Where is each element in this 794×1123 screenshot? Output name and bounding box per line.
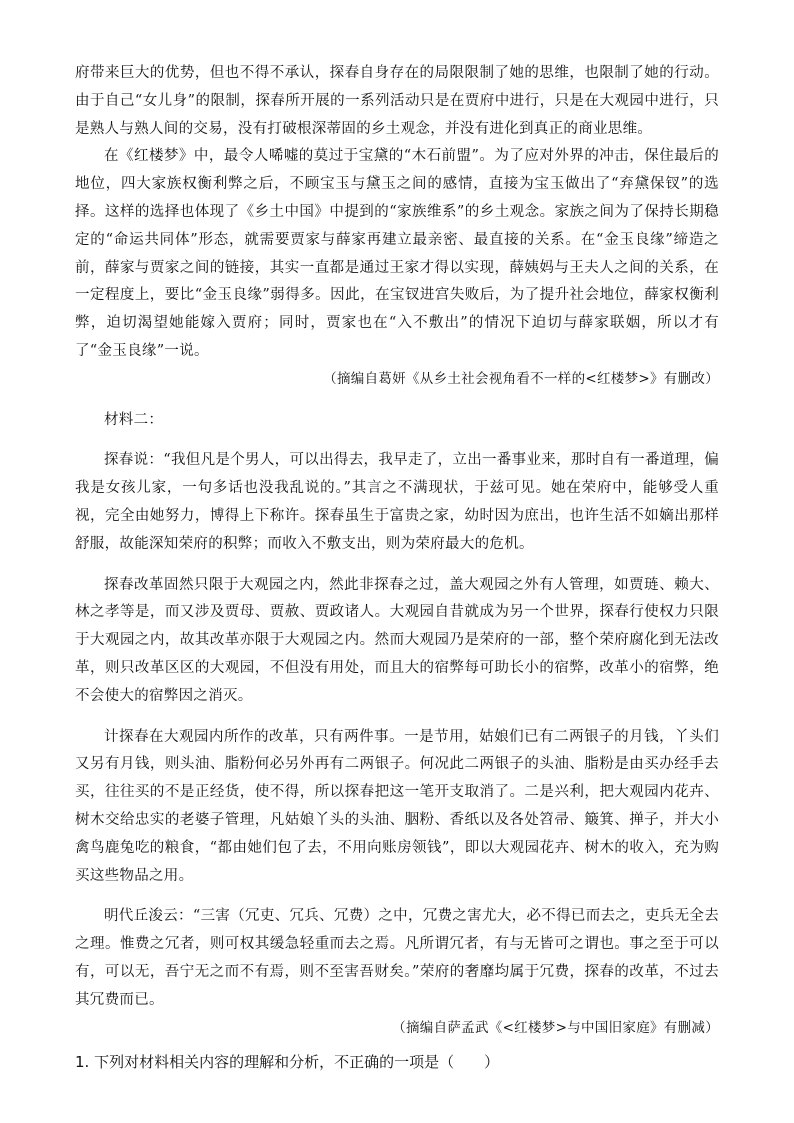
source-citation: （摘编自萨孟武《<红楼梦>与中国旧家庭》有删减）: [392, 1019, 719, 1036]
question-stem: 1. 下列对材料相关内容的理解和分析，不正确的一项是（ ）: [75, 1053, 500, 1072]
document-body: [75, 60, 719, 1076]
paragraph: 探春说：“我但凡是个男人，可以出得去，我早走了，立出一番事业来，那时自有一番道理，偏我是女孩儿家，一句多话也没我乱说的。”其言之不满现状，于兹可见。她在荣府中，能够受人重视，完全由她努力，博得上下称许。探春虽生于富贵之家，幼时因为庶出，也许生活不如嫡出那样舒服，故能深知荣府的积弊；而收入不敷支出，则为荣府最大的危机。: [75, 452, 719, 552]
source-citation: （摘编自葛妍《从乡土社会视角看不一样的<红楼梦>》有删改）: [323, 370, 719, 387]
material-label: 材料二：: [104, 411, 164, 428]
paragraph: 明代丘浚云：“三害（冗吏、冗兵、冗费）之中，冗费之害尤大，必不得已而去之，吏兵无全去之理。惟费之冗者，则可权其缓急轻重而去之焉。凡所谓冗者，有与无皆可之谓也。事之至于可以有，可以无，吾宁无之而不有焉，则不至害吾财矣。”荣府的奢靡均属于冗费，探春的改革，不过去其冗费而已。: [75, 908, 719, 1008]
paragraph: 探春改革固然只限于大观园之内，然此非探春之过，盖大观园之外有人管理，如贾琏、赖大、林之孝等是，而又涉及贾母、贾赦、贾政诸人。大观园自昔就成为另一个世界，探春行使权力只限于大观园之内，故其改革亦限于大观园之内。然而大观园乃是荣府的一部，整个荣府腐化到无法改革，则只改革区区的大观园，不但没有用处，而且大的宿弊每可助长小的宿弊，改革小的宿弊，绝不会使大的宿弊因之消灭。: [75, 576, 719, 704]
paragraph: 在《红楼梦》中，最令人唏嘘的莫过于宝黛的“木石前盟”。为了应对外界的冲击，保住最后的地位，四大家族权衡利弊之后，不顾宝玉与黛玉之间的感情，直接为宝玉做出了“弃黛保钗”的选择。这样的选择也体现了《乡土中国》中提到的“家族维系”的乡土观念。家族之间为了保持长期稳定的“命运共同体”形态，就需要贾家与薛家再建立最亲密、最直接的关系。在“金玉良缘”缔造之前，薛家与贾家之间的链接，其实一直都是通过王家才得以实现，薛姨妈与王夫人之间的关系，在一定程度上，要比“金玉良缘”弱得多。因此，在宝钗进宫失败后，为了提升社会地位，薛家权衡利弊，迫切渴望她能嫁入贾府；同时，贾家也在“入不敷出”的情况下迫切与薛家联姻，所以才有了“金玉良缘”一说。: [75, 148, 719, 359]
paragraph: 计探春在大观园内所作的改革，只有两件事。一是节用，姑娘们已有二两银子的月钱，丫头们又另有月钱，则头油、脂粉何必另外再有二两银子。何况此二两银子的头油、脂粉是由买办经手去买，往往买的不是正经货，使不得，所以探春把这一笔开支取消了。二是兴利，把大观园内花卉、树木交给忠实的老婆子管理，凡姑娘丫头的头油、胭粉、香纸以及各处笤帚、簸箕、掸子，并大小禽鸟鹿兔吃的粮食，“都由她们包了去，不用向账房领钱”，即以大观园花卉、树木的收入，充为购买这些物品之用。: [75, 728, 719, 884]
paragraph-continuation: 府带来巨大的优势，但也不得不承认，探春自身存在的局限限制了她的思维，也限制了她的行动。由于自己“女儿身”的限制，探春所开展的一系列活动只是在贾府中进行，只是在大观园中进行，只是熟人与熟人间的交易，没有打破根深蒂固的乡土观念，并没有进化到真正的商业思维。: [75, 65, 719, 137]
